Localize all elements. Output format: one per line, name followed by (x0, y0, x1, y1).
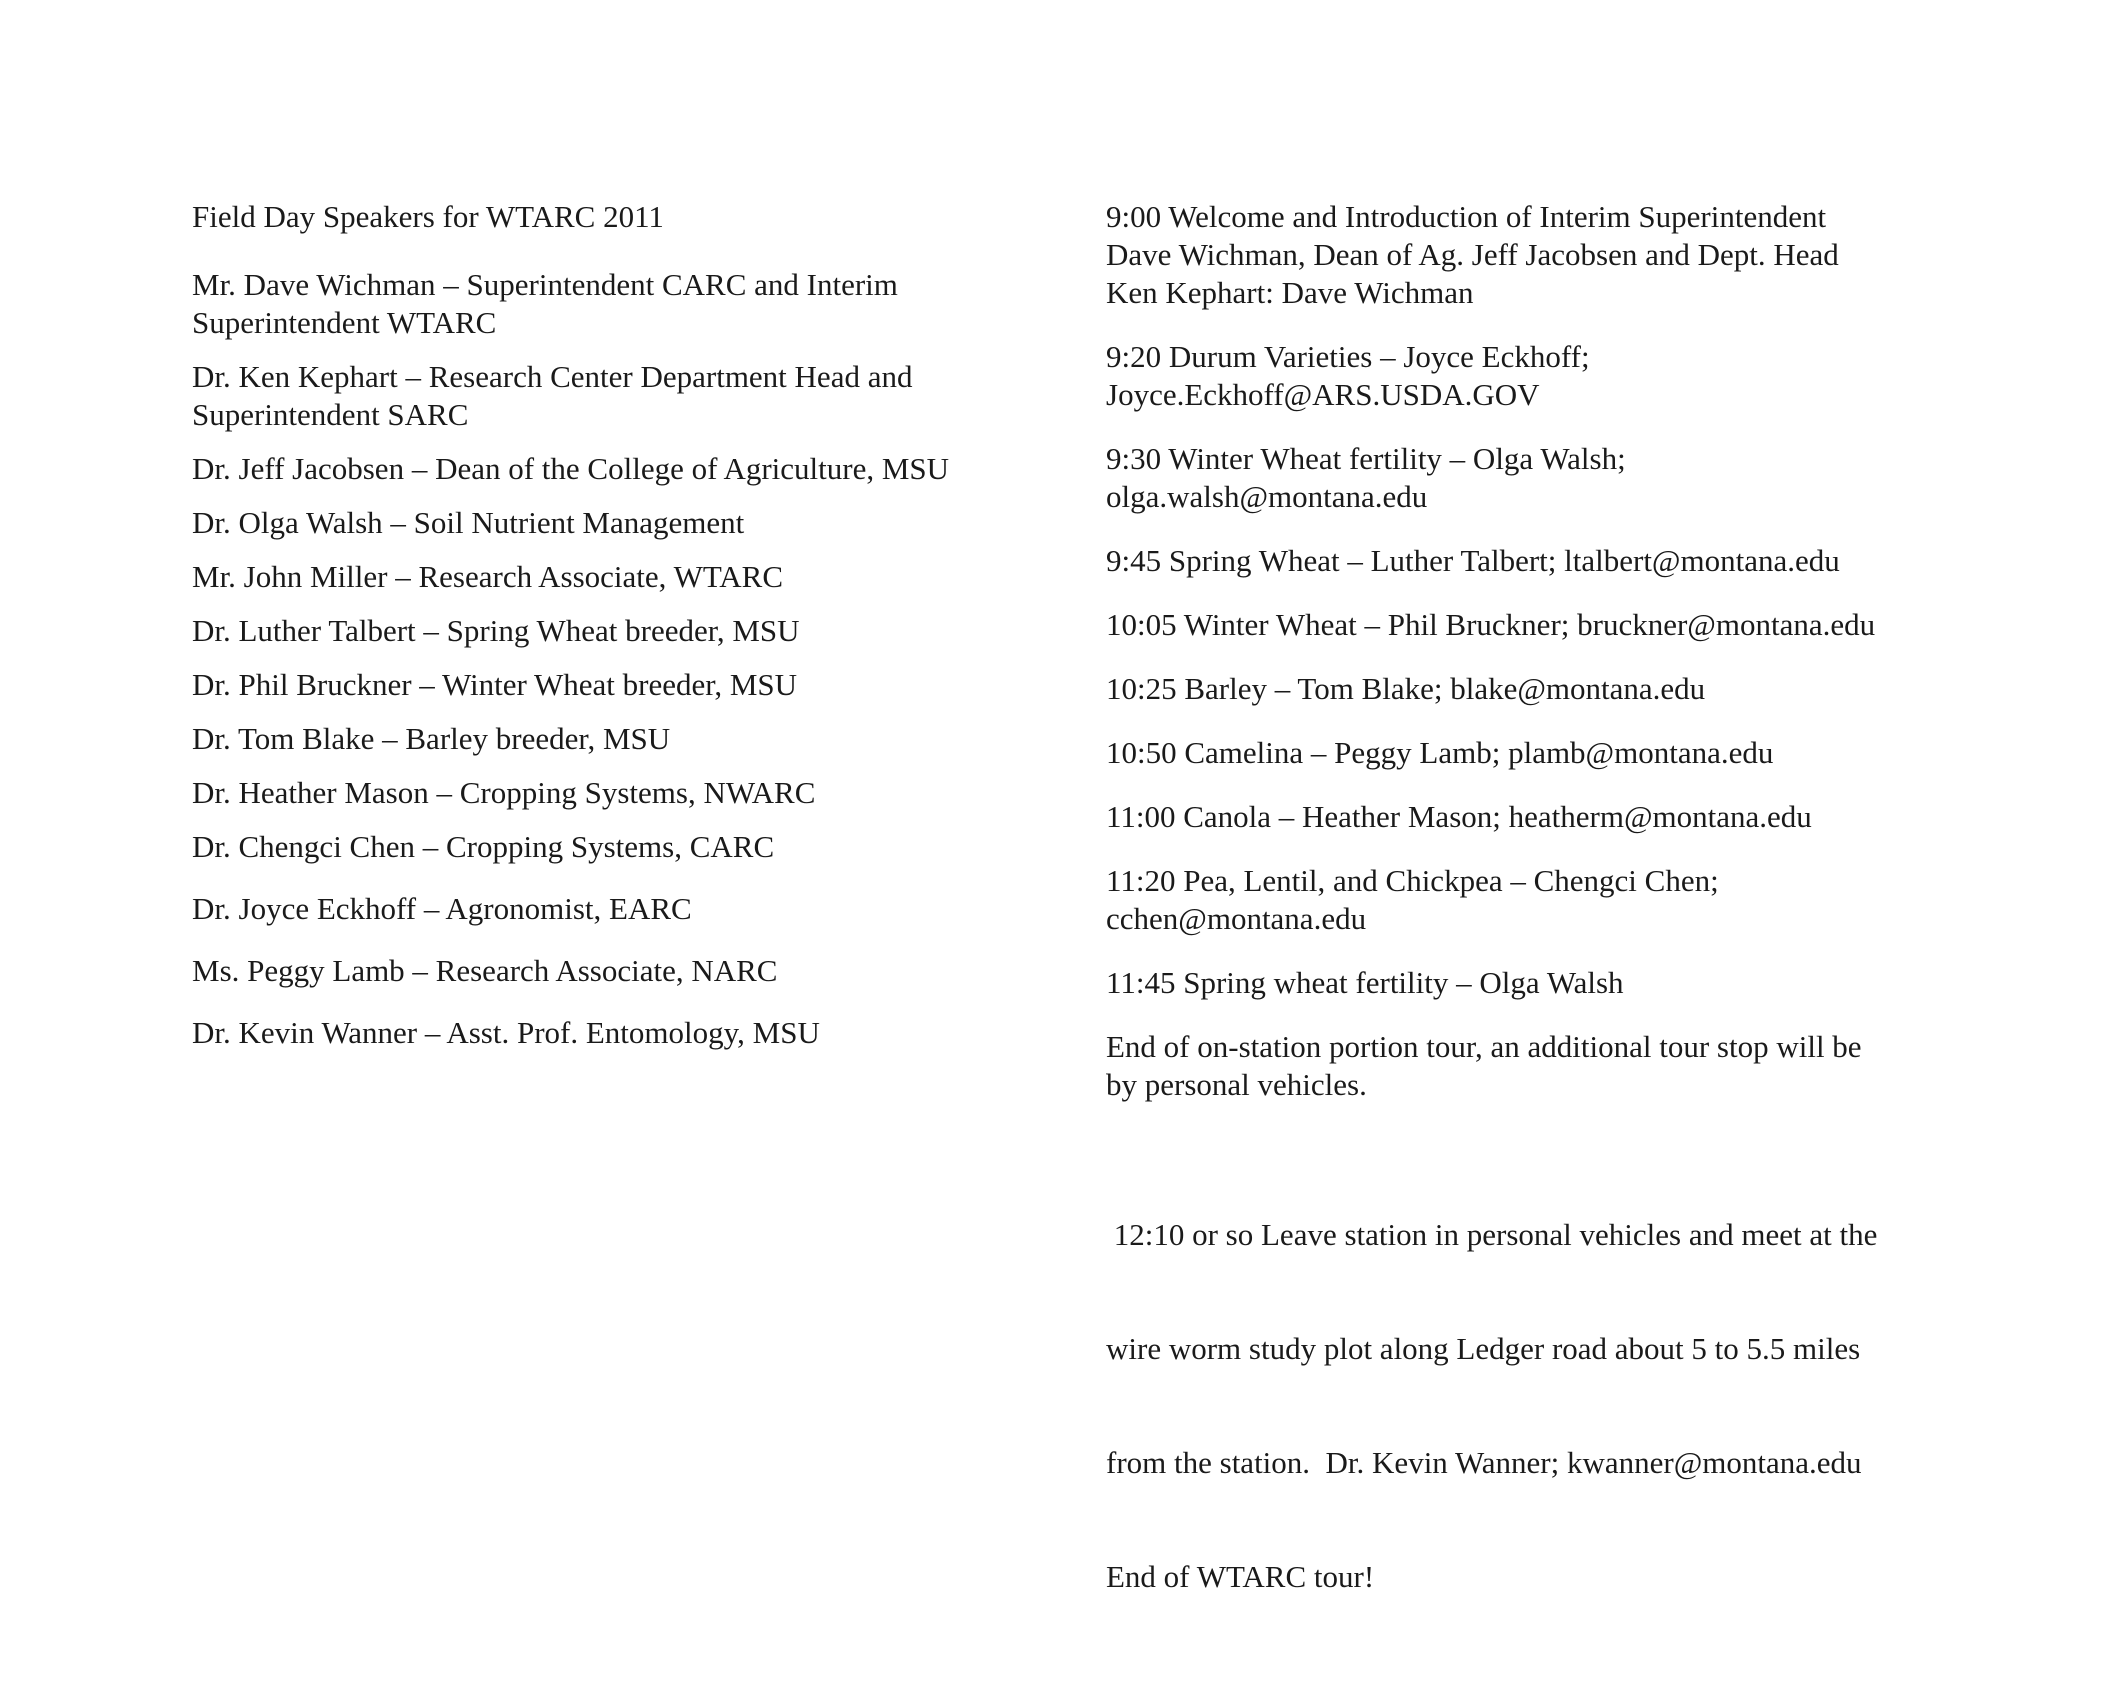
speaker-entry: Dr. Phil Bruckner – Winter Wheat breeder, MSU (192, 667, 798, 702)
schedule-item (1106, 198, 1986, 312)
schedule-line: 9:30 Winter Wheat fertility – Olga Walsh; (1106, 441, 1626, 476)
final-note-line: from the station. Dr. Kevin Wanner; kwanner@montana.edu (1106, 1445, 1862, 1480)
speakers-title: Field Day Speakers for WTARC 2011 (192, 199, 664, 234)
speaker-entry: Dr. Ken Kephart – Research Center Department Head and Superintendent SARC (192, 359, 913, 432)
speaker-entry: Dr. Chengci Chen – Cropping Systems, CARC (192, 829, 775, 864)
final-note-line: End of WTARC tour! (1106, 1559, 1375, 1594)
schedule-line: Dave Wichman, Dean of Ag. Jeff Jacobsen and Dept. Head (1106, 237, 1839, 272)
schedule-item (1106, 606, 1986, 644)
speaker-entry: Dr. Olga Walsh – Soil Nutrient Management (192, 505, 745, 540)
speaker-entry: Mr. Dave Wichman – Superintendent CARC and Interim Superintendent WTARC (192, 267, 898, 340)
speaker-entry: Dr. Luther Talbert – Spring Wheat breeder, MSU (192, 613, 800, 648)
schedule-item (1106, 542, 1986, 580)
schedule-item (1106, 798, 1986, 836)
schedule-item (1106, 964, 1986, 1002)
schedule-line: 11:00 Canola – Heather Mason; heatherm@montana.edu (1106, 799, 1812, 834)
schedule-item (1106, 338, 1986, 414)
schedule-line: 10:50 Camelina – Peggy Lamb; plamb@montana.edu (1106, 735, 1774, 770)
schedule-line: 9:20 Durum Varieties – Joyce Eckhoff; (1106, 339, 1590, 374)
schedule-line: cchen@montana.edu (1106, 901, 1367, 936)
schedule-line: olga.walsh@montana.edu (1106, 479, 1428, 514)
schedule-line: 11:20 Pea, Lentil, and Chickpea – Chengci Chen; (1106, 863, 1719, 898)
schedule-line: 9:45 Spring Wheat – Luther Talbert; ltalbert@montana.edu (1106, 543, 1840, 578)
speaker-entry: Ms. Peggy Lamb – Research Associate, NARC (192, 953, 778, 988)
final-note-line: wire worm study plot along Ledger road about 5 to 5.5 miles (1106, 1331, 1861, 1366)
schedule-column (1106, 198, 1986, 1708)
schedule-item (1106, 670, 1986, 708)
schedule-item (1106, 734, 1986, 772)
end-note-line: by personal vehicles. (1106, 1067, 1367, 1102)
speaker-entry: Dr. Jeff Jacobsen – Dean of the College of Agriculture, MSU (192, 451, 950, 486)
schedule-line: Joyce.Eckhoff@ARS.USDA.GOV (1106, 377, 1540, 412)
speaker-entry: Dr. Heather Mason – Cropping Systems, NWARC (192, 775, 816, 810)
final-note-line: 12:10 or so Leave station in personal vehicles and meet at the (1106, 1217, 1878, 1252)
speaker-entry: Dr. Kevin Wanner – Asst. Prof. Entomology, MSU (192, 1015, 820, 1050)
speakers-column (192, 198, 1052, 1068)
speaker-entry: Dr. Joyce Eckhoff – Agronomist, EARC (192, 891, 692, 926)
schedule-line: 9:00 Welcome and Introduction of Interim Superintendent (1106, 199, 1827, 234)
schedule-line: 11:45 Spring wheat fertility – Olga Walsh (1106, 965, 1624, 1000)
end-note-line: End of on-station portion tour, an additional tour stop will be (1106, 1029, 1862, 1064)
schedule-line: Ken Kephart: Dave Wichman (1106, 275, 1474, 310)
speaker-entry: Mr. John Miller – Research Associate, WTARC (192, 559, 784, 594)
schedule-item (1106, 862, 1986, 938)
final-note (1106, 1140, 1986, 1672)
schedule-item (1106, 440, 1986, 516)
schedule-line: 10:05 Winter Wheat – Phil Bruckner; bruckner@montana.edu (1106, 607, 1876, 642)
speaker-entry: Dr. Tom Blake – Barley breeder, MSU (192, 721, 671, 756)
schedule-line: 10:25 Barley – Tom Blake; blake@montana.edu (1106, 671, 1706, 706)
end-note (1106, 1028, 1986, 1104)
